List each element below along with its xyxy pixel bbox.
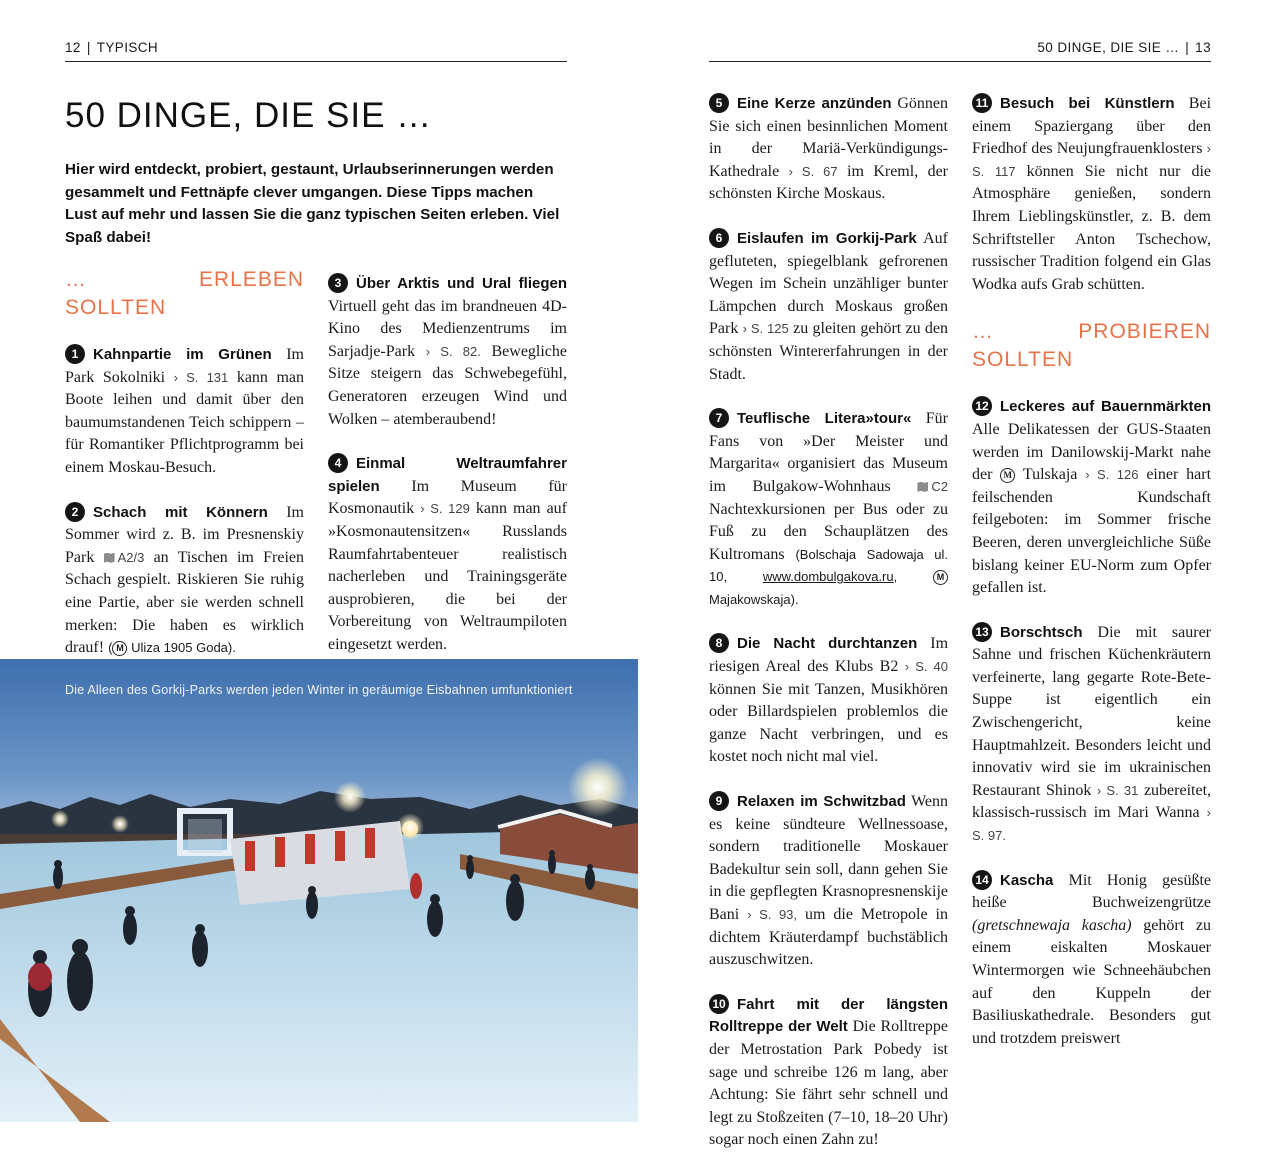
tip-5: 5 Eine Kerze anzünden Gönnen Sie sich einen besinnlichen Moment in der Mariä-Verkündigungs-Kathedrale › S. 67 im Kreml, der schönsten Kirche Moskaus. bbox=[709, 95, 949, 203]
right-running-title: 50 DINGE, DIE SIE … bbox=[1037, 40, 1180, 55]
tip-number: 4 bbox=[328, 453, 348, 473]
tip-4: 4 Einmal Weltraumfahrer spielen Im Museum für Kosmonautik › S. 129 kann man auf »Kosmonautensitzen« Russlands Raumfahrtabenteuer realistisch nacherleben und Trainingsgeräte ausprobieren, die bei der Vorbereitung von Weltraumpiloten eingesetzt werden. bbox=[328, 455, 568, 653]
tip-title: Borschtsch bbox=[1000, 623, 1083, 641]
tip-number: 7 bbox=[709, 408, 729, 428]
section-heading-probieren: … PROBIEREN SOLLTEN bbox=[972, 320, 1211, 372]
page-reference: › S. 93, bbox=[747, 907, 798, 922]
page-reference: › S. 131 bbox=[173, 369, 229, 385]
tip-number: 8 bbox=[709, 633, 729, 653]
tip-12: 12 Leckeres auf Bauernmärkten Alle Delikatessen der GUS-Staaten werden im Danilowskij-Markt nahe der M Tulskaja › S. 126 einer hart feilschenden Kundschaft feilgeboten: im Sommer frische Beeren, deren unvergleichliche Süße bislang keiner EU-Norm zum Opfer gefallen ist. bbox=[972, 398, 1212, 597]
map-reference: A2/3 bbox=[104, 550, 145, 565]
tip-title: Die Nacht durchtanzen bbox=[737, 635, 918, 653]
page-reference: › S. 129 bbox=[420, 501, 470, 517]
tip-title: Besuch bei Künstlern bbox=[1000, 95, 1175, 112]
section-heading-erleben: … ERLEBEN SOLLTEN bbox=[65, 268, 304, 319]
page-reference: › S. 126 bbox=[1085, 467, 1139, 483]
page-reference: › S. 97. bbox=[972, 805, 1212, 844]
photo-illustration bbox=[0, 659, 638, 1122]
page-reference: › S. 125 bbox=[742, 321, 789, 337]
tip-number: 1 bbox=[65, 344, 85, 364]
tip-number: 13 bbox=[972, 622, 992, 642]
tip-title: Kahnpartie im Grünen bbox=[93, 346, 272, 363]
tip-number: 12 bbox=[972, 396, 992, 416]
tip-title: Einmal Weltraumfahrer spielen bbox=[328, 455, 567, 495]
tip-title: Schach mit Könnern bbox=[93, 503, 268, 521]
tip-title: Teuflische Litera»tour« bbox=[737, 410, 912, 428]
tip-number: 9 bbox=[709, 791, 729, 811]
tip-2: 2 Schach mit Könnern Im Sommer wird z. B. im Presnenskiy Park A2/3 an Tischen im Freien Schach gespielt. Riskieren Sie ruhig eine Partie, aber sie werden schnell merken: Die haben es wirklich drauf! ( M Uliza 1905 Goda). bbox=[65, 503, 304, 657]
tip-14: 14 Kascha Mit Honig gesüßte heiße Buchweizengrütze (gretschnewaja kascha) gehört zu einem eiskalten Moskauer Wintermorgen wie Schneehäubchen auf den Kuppeln der Basiliuskathedrale. Besonders gut und trotzdem preiswert bbox=[972, 871, 1212, 1047]
metro-icon: M bbox=[933, 570, 948, 585]
metro-icon: M bbox=[1000, 468, 1015, 483]
photo-caption: Die Alleen des Gorkij-Parks werden jeden Winter in geräumige Eisbahnen umfunktioniert bbox=[65, 683, 573, 697]
tip-number: 6 bbox=[709, 228, 729, 248]
tip-number: 3 bbox=[328, 273, 348, 293]
address: (Bolschaja Sadowaja ul. 10, www.dombulgakova.ru, M Majakowskaja). bbox=[709, 546, 949, 607]
tip-title: Fahrt mit der längsten Rolltreppe der Welt bbox=[709, 995, 948, 1036]
column-1 bbox=[65, 266, 304, 682]
column-3 bbox=[709, 93, 948, 1174]
tip-9: 9 Relaxen im Schwitzbad Wenn es keine sündteure Wellnessoase, sondern traditionelle Moskauer Badekultur sein soll, dann gehen Sie in die gepflegten Krasnopresnenskije Bani › S. 93, um die Metropole in dichtem Kräuterdampf buchstäblich auszuschwitzen. bbox=[709, 793, 948, 969]
tip-1: 1 Kahnpartie im Grünen Im Park Sokolniki › S. 131 kann man Boote leihen und damit über den baumumstandenen Teich schippern – für Romantiker Pflichtprogramm bei einem Moskau-Besuch. bbox=[65, 346, 305, 476]
right-page-header: 50 DINGE, DIE SIE … | 13 bbox=[709, 40, 1211, 62]
map-icon bbox=[917, 482, 928, 492]
column-4 bbox=[972, 93, 1211, 1072]
tip-number: 11 bbox=[972, 93, 992, 113]
website-link[interactable]: www.dombulgakova.ru bbox=[762, 569, 894, 585]
page-reference: › S. 67 bbox=[788, 163, 838, 179]
tip-number: 2 bbox=[65, 502, 85, 522]
metro-icon: M bbox=[112, 641, 127, 656]
left-section-title: TYPISCH bbox=[96, 40, 159, 55]
page-reference: › S. 117 bbox=[972, 141, 1212, 179]
tip-title: Leckeres auf Bauernmärkten bbox=[1000, 398, 1211, 416]
page-title: 50 DINGE, DIE SIE … bbox=[65, 96, 433, 135]
page-reference: › S. 82. bbox=[425, 343, 481, 359]
tip-number: 14 bbox=[972, 870, 992, 890]
tip-title: Kascha bbox=[1000, 871, 1054, 889]
map-reference: C2 bbox=[917, 479, 948, 494]
page-reference: › S. 40 bbox=[904, 659, 948, 675]
tip-title: Eislaufen im Gorkij-Park bbox=[737, 229, 917, 247]
tip-7: 7 Teuflische Litera»tour« Für Fans von »Der Meister und Margarita« organisiert das Museum im Bulgakow-Wohnhaus C2 Nachtexkursionen per Bus oder zu Fuß zu den Schauplätzen des Kultromans (Bolschaja Sadowaja ul. 10, www.dombulgakova.ru, M Majakowskaja). bbox=[709, 410, 949, 607]
page-reference: › S. 31 bbox=[1096, 782, 1139, 798]
tip-title: Relaxen im Schwitzbad bbox=[737, 793, 906, 811]
left-page-number: 12 bbox=[65, 40, 81, 55]
map-icon bbox=[104, 553, 115, 563]
tip-number: 5 bbox=[709, 93, 729, 113]
tip-3: 3 Über Arktis und Ural fliegen Virtuell geht das im brandneuen 4D-Kino des Medienzentrums im Sarjadje-Park › S. 82. Bewegliche Sitze steigern das Schwebegefühl, Generatoren erzeugen Wind und Wolken – atemberaubend! bbox=[328, 275, 568, 428]
left-page-header: 12 | TYPISCH bbox=[65, 40, 567, 62]
tip-title: Über Arktis und Ural fliegen bbox=[356, 275, 567, 292]
tip-title: Eine Kerze anzünden bbox=[737, 95, 892, 112]
intro-text: Hier wird entdeckt, probiert, gestaunt, Urlaubserinnerungen werden gesammelt und Fettnäpfe clever umgangen. Diese Tipps machen Lust auf mehr und lassen Sie die ganz typischen Seiten erleben. Viel Spaß dabei! bbox=[65, 161, 560, 246]
skating-rink-photo bbox=[0, 659, 638, 1122]
address: ( M Uliza 1905 Goda). bbox=[108, 640, 236, 656]
tip-13: 13 Borschtsch Die mit saurer Sahne und frischen Küchenkräutern verfeinerte, lang gegarte Rote-Bete-Suppe ist eigentlich ein Zwischengericht, keine Hauptmahlzeit. Besonders leicht und innovativ wird sie im ukrainischen Restaurant Shinok › S. 31 zubereitet, klassisch-russisch im Mari Wanna › S. 97. bbox=[972, 623, 1212, 844]
tip-8: 8 Die Nacht durchtanzen Im riesigen Areal des Klubs B2 › S. 40 können Sie mit Tanzen, Musikhören oder Billardspielen problemlos die ganze Nacht verbringen, und es kostet noch nicht mal viel. bbox=[709, 635, 949, 766]
tip-number: 10 bbox=[709, 994, 729, 1014]
column-2 bbox=[328, 273, 567, 679]
tip-6: 6 Eislaufen im Gorkij-Park Auf gefluteten, spiegelblank gefrorenen Wegen im Schein unzähliger bunter Lämpchen durch Moskaus großen Park › S. 125 zu gleiten gehört zu den schönsten Wintererfahrungen in der Stadt. bbox=[709, 229, 949, 383]
tip-10: 10 Fahrt mit der längsten Rolltreppe der Welt Die Rolltreppe der Metrostation Park Pobedy ist sage und schreibe 126 m lang, aber Achtung: Sie fährt sehr schnell und legt zu Stoßzeiten (7–10, 18–20 Uhr) sogar noch einen Zahn zu! bbox=[709, 995, 948, 1149]
right-page-number: 13 bbox=[1195, 40, 1211, 55]
tip-11: 11 Besuch bei Künstlern Bei einem Spaziergang über den Friedhof des Neujungfrauenklosters › S. 117 können Sie nicht nur die Atmosphäre genießen, sondern Ihrem Lieblingskünstler, z. B. dem Schriftsteller Anton Tschechow, russischer Tradition folgend ein Glas Wodka aufs Grab schütten. bbox=[972, 95, 1212, 293]
russian-term: (gretschnewaja kascha) bbox=[972, 916, 1132, 934]
